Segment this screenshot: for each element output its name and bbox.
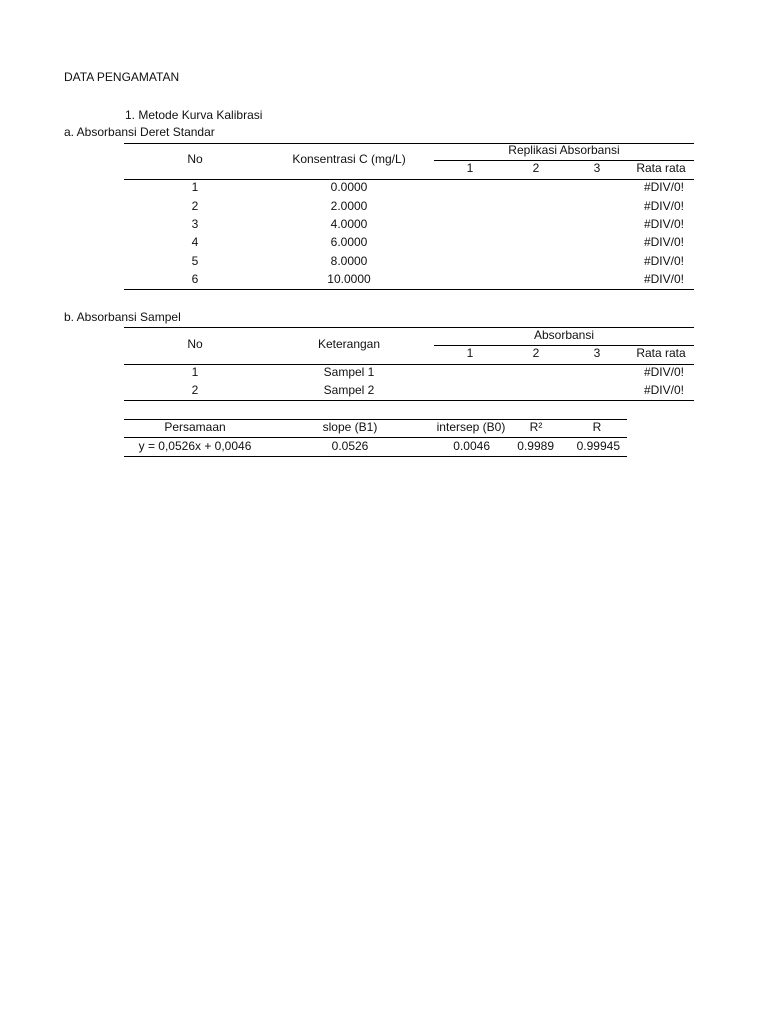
regression-header-r: R (592, 420, 602, 434)
table-a-cell-rata: #DIV/0! (643, 272, 684, 286)
table-a-cell-no: 2 (191, 199, 199, 213)
table-a-cell-konsentrasi: 8.0000 (330, 254, 368, 268)
table-a-cell-konsentrasi: 10.0000 (327, 272, 371, 286)
table-a-cell-rata: #DIV/0! (643, 199, 684, 213)
regression-bottom-rule (124, 456, 627, 457)
table-b-header-absorbansi: Absorbansi (533, 328, 595, 342)
table-b-bottom-rule (124, 400, 694, 401)
table-a-header-r1: 1 (466, 161, 474, 175)
table-a-cell-rata: #DIV/0! (643, 217, 684, 231)
regression-header-r2: R² (529, 420, 543, 434)
regression-header-slope: slope (B1) (322, 420, 378, 434)
table-b-header-no: No (187, 337, 203, 351)
section-title: 1. Metode Kurva Kalibrasi (125, 108, 263, 122)
table-a-cell-no: 4 (191, 235, 199, 249)
table-b-cell-no: 1 (191, 365, 199, 379)
regression-header-rule (124, 437, 627, 438)
table-a-cell-konsentrasi: 4.0000 (330, 217, 368, 231)
table-b-header-rata: Rata rata (636, 346, 686, 360)
table-a-header-replikasi: Replikasi Absorbansi (508, 143, 620, 157)
table-a-cell-rata: #DIV/0! (643, 254, 684, 268)
regression-header-persamaan: Persamaan (164, 420, 226, 434)
table-b-header-r3: 3 (593, 346, 601, 360)
table-b-cell-keterangan: Sampel 2 (323, 383, 375, 397)
table-b-title: b. Absorbansi Sampel (64, 310, 181, 324)
regression-r2-value: 0.9989 (517, 439, 554, 453)
table-a-header-rata: Rata rata (636, 161, 686, 175)
table-a-header-r2: 2 (532, 161, 540, 175)
regression-r-value: 0.99945 (576, 439, 620, 453)
table-a-cell-rata: #DIV/0! (643, 180, 684, 194)
table-b-cell-no: 2 (191, 383, 199, 397)
table-a-title: a. Absorbansi Deret Standar (64, 125, 215, 139)
table-a-header-r3: 3 (593, 161, 601, 175)
table-a-cell-konsentrasi: 0.0000 (330, 180, 368, 194)
table-a-header-no: No (187, 152, 203, 166)
table-a-cell-no: 5 (191, 254, 199, 268)
table-a-cell-konsentrasi: 2.0000 (330, 199, 368, 213)
table-b-header-r1: 1 (466, 346, 474, 360)
table-a-cell-konsentrasi: 6.0000 (330, 235, 368, 249)
table-b-cell-rata: #DIV/0! (643, 383, 684, 397)
table-a-cell-no: 1 (191, 180, 199, 194)
regression-slope-value: 0.0526 (331, 439, 369, 453)
table-a-cell-rata: #DIV/0! (643, 235, 684, 249)
regression-persamaan-value: y = 0,0526x + 0,0046 (138, 439, 252, 453)
regression-intersep-value: 0.0046 (453, 439, 490, 453)
table-b-cell-rata: #DIV/0! (643, 365, 684, 379)
table-a-cell-no: 6 (191, 272, 199, 286)
table-b-header-r2: 2 (532, 346, 540, 360)
regression-header-intersep: intersep (B0) (436, 420, 506, 434)
page-title: DATA PENGAMATAN (64, 70, 180, 84)
table-b-cell-keterangan: Sampel 1 (323, 365, 375, 379)
table-a-bottom-rule (124, 289, 694, 290)
table-a-header-konsentrasi: Konsentrasi C (mg/L) (292, 152, 406, 166)
table-b-header-keterangan: Keterangan (317, 337, 381, 351)
table-a-cell-no: 3 (191, 217, 199, 231)
